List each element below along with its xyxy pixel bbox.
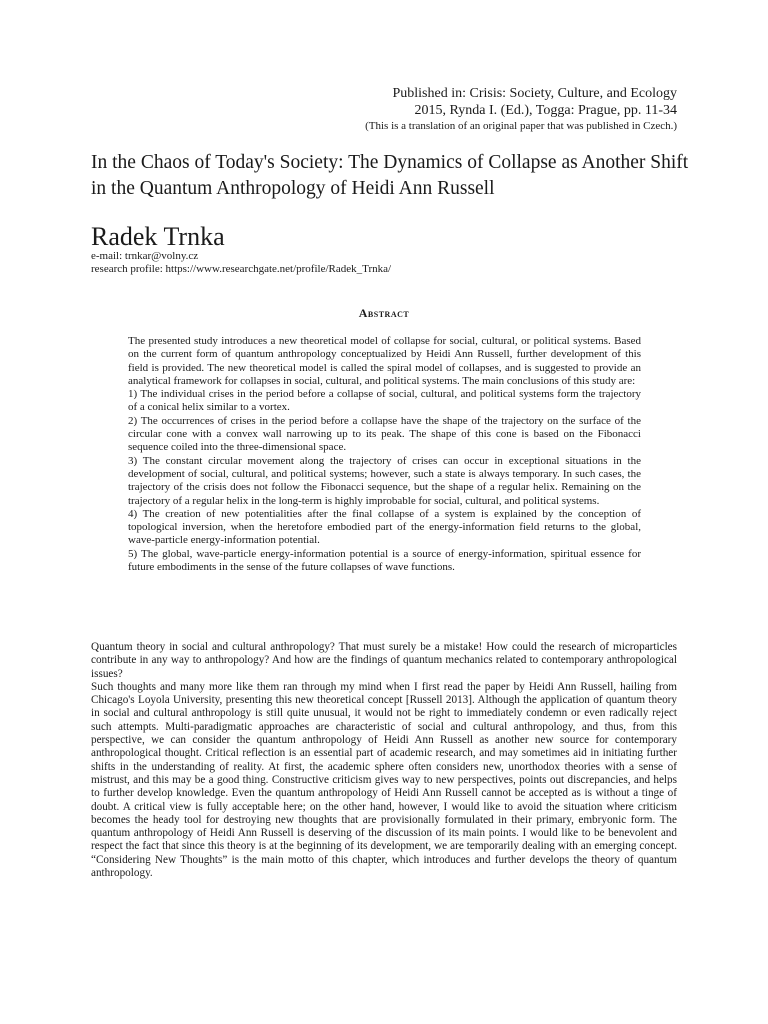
author-contact xyxy=(91,250,391,276)
author-name: Radek Trnka xyxy=(91,222,225,251)
publication-info xyxy=(365,85,677,133)
abstract-body xyxy=(128,335,641,574)
body-paragraph-2: Such thoughts and many more like them ran through my mind when I first read the paper by Heidi Ann Russell, hailing from Chicago's Loyola University, presenting this new theoretical concept [Russell 2013]. Although the application of quantum theory in social and cultural anthropology is still quite unusual, it would not be right to immediately condemn or even radically reject such attempts. Multi-paradigmatic approaches are characteristic of social and cultural anthropology, and thus, from this perspective, we can consider the quantum anthropology of Heidi Ann Russell as another new source for contemporary anthropological thought. Critical reflection is an essential part of academic research, and may sometimes aid in initiating further shifts in the understanding of reality. At first, the academic sphere often considers new, unorthodox theories with a sense of mistrust, and this may be a good thing. Constructive criticism gives way to new perspectives, points out discrepancies, and helps to further develop knowledge. Even the quantum anthropology of Heidi Ann Russell cannot be accepted as is without a tinge of doubt. A critical view is fully acceptable here; on the other hand, however, I would like to avoid the situation where criticism becomes the heady tool for destroying new thoughts that are provisionally formulated in their primary, embryonic form. The quantum anthropology of Heidi Ann Russell is deserving of the discussion of its main points. I would like to be benevolent and respect the fact that since this theory is at the beginning of its development, we are temporarily dealing with an emerging concept. “Considering New Thoughts” is the main motto of this chapter, which introduces and further develops the theory of quantum anthropology. xyxy=(91,680,677,880)
abstract-point-2: 2) The occurrences of crises in the period before a collapse have the shape of the trajectory on the surface of the circular cone with a convex wall narrowing up to its peak. The shape of this cone is based on the Fibonacci sequence coiled into the three-dimensional space. xyxy=(128,414,641,454)
publication-line-1: Published in: Crisis: Society, Culture, and Ecology xyxy=(392,86,677,101)
abstract-point-4: 4) The creation of new potentialities after the final collapse of a system is explained by the conception of topological inversion, when the heretofore embodied part of the energy-information field returns to the global, wave-particle energy-information potential. xyxy=(128,507,641,547)
author-email: e-mail: trnkar@volny.cz xyxy=(91,250,199,262)
publication-line-2: 2015, Rynda I. (Ed.), Togga: Prague, pp. 11-34 xyxy=(414,103,677,118)
abstract-point-3: 3) The constant circular movement along the trajectory of crises can occur in exceptional situations in the development of social, cultural, and political systems; however, such a state is always temporary. In such cases, the trajectory of the crisis does not follow the Fibonacci sequence, but the shape of a regular helix. Remaining on the trajectory of a regular helix in the long-term is highly improbable for social, cultural, and political systems. xyxy=(128,454,641,507)
main-text xyxy=(91,641,677,880)
author-profile: research profile: https://www.researchgate.net/profile/Radek_Trnka/ xyxy=(91,263,392,275)
translation-note: (This is a translation of an original paper that was published in Czech.) xyxy=(365,120,677,132)
abstract-point-5: 5) The global, wave-particle energy-information potential is a source of energy-information, spiritual essence for future embodiments in the sense of the future collapses of wave functions. xyxy=(128,547,641,574)
paper-title: In the Chaos of Today's Society: The Dynamics of Collapse as Another Shift in the Quantum Anthropology of Heidi Ann Russell xyxy=(91,152,689,199)
abstract-heading: Abstract xyxy=(358,306,410,320)
abstract-intro: The presented study introduces a new theoretical model of collapse for social, cultural, or political systems. Based on the current form of quantum anthropology conceptualized by Heidi Ann Russell, further development of this field is provided. The new theoretical model is called the spiral model of collapses, and is suggested to provide an analytical framework for collapses in social, cultural, and political systems. The main conclusions of this study are: xyxy=(128,335,641,387)
body-paragraph-1: Quantum theory in social and cultural anthropology? That must surely be a mistake! How could the research of microparticles contribute in any way to anthropology? And how are the findings of quantum mechanics related to contemporary anthropological issues? xyxy=(91,641,677,680)
abstract-point-1: 1) The individual crises in the period before a collapse of social, cultural, and political systems form the trajectory of a conical helix similar to a vortex. xyxy=(128,388,641,414)
